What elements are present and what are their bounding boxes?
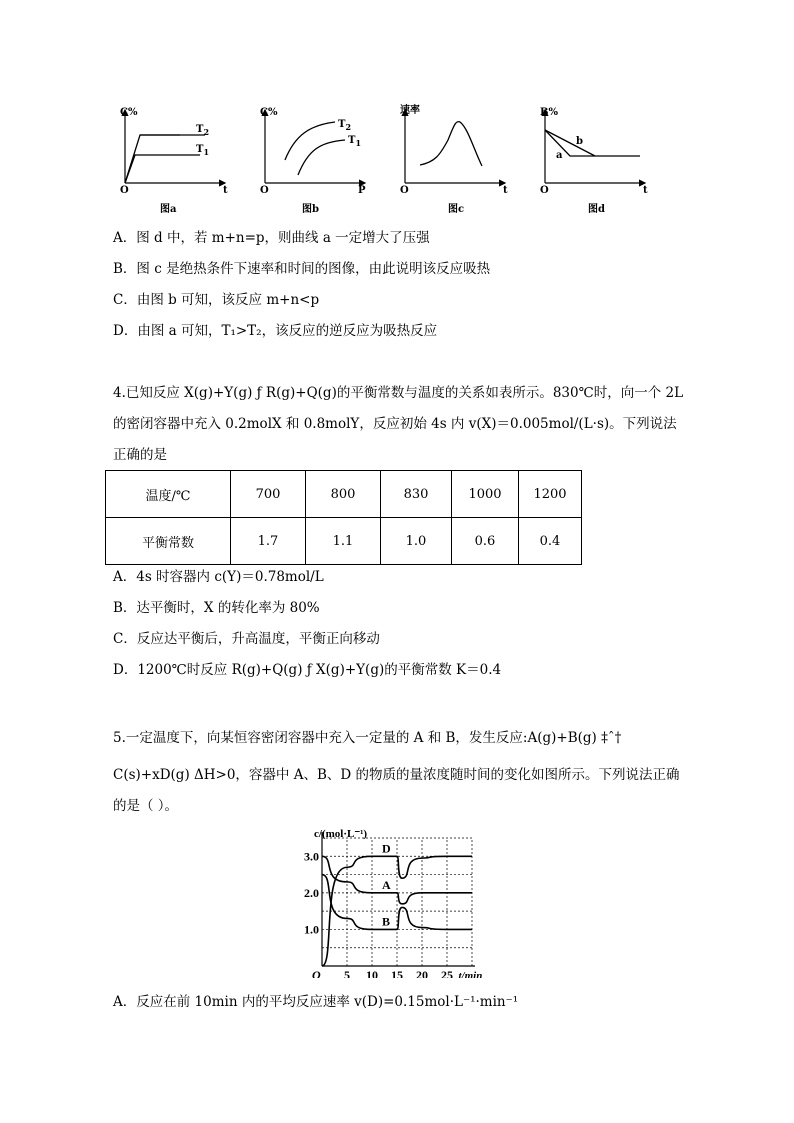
- q4-option-b: B．达平衡时，X 的转化率为 80%: [113, 600, 320, 616]
- svg-text:O: O: [540, 185, 549, 196]
- svg-text:T2: $T_2$: [338, 119, 352, 132]
- q4-option-c: C．反应达平衡后，升高温度，平衡正向移动: [113, 631, 380, 647]
- svg-text:O: O: [400, 185, 409, 196]
- caption-c: 图c: [448, 204, 465, 215]
- q4-stem-line3: 正确的是: [113, 447, 167, 463]
- table-row: [106, 518, 582, 565]
- svg-text:a: a: [556, 150, 563, 161]
- table-cell: 1.7: [231, 518, 306, 565]
- table-cell: 0.4: [519, 518, 582, 565]
- q3-option-b: B．图 c 是绝热条件下速率和时间的图像，由此说明该反应吸热: [113, 261, 491, 277]
- table-cell: 1.1: [306, 518, 381, 565]
- q3-option-d: D．由图 a 可知，T₁>T₂，该反应的逆反应为吸热反应: [113, 323, 438, 339]
- q4-option-d: D．1200℃时反应 R(g)+Q(g) ƒ X(g)+Y(g)的平衡常数 K＝0.4: [113, 662, 502, 678]
- q5-stem-line3: 的是（ ）。: [113, 798, 179, 814]
- concentration-chart: [300, 826, 500, 978]
- svg-text:T1: $T_1$: [196, 144, 210, 157]
- curve-t1: [298, 140, 345, 175]
- y-axis-label: c/(mol·L⁻¹): [314, 828, 368, 840]
- figure-d: [540, 107, 648, 196]
- svg-text:t: t: [643, 185, 648, 196]
- table-cell: 800: [306, 471, 381, 518]
- q5-option-a: A．反应在前 10min 内的平均反应速率 v(D)=0.15mol·L⁻¹·min⁻¹: [113, 994, 519, 1010]
- svg-text:T1: $T_1$: [348, 135, 362, 148]
- table-cell: 830: [381, 471, 452, 518]
- x-tick-label: 25: [441, 968, 453, 978]
- figure-a: [120, 107, 228, 196]
- series-d-label: D: [382, 841, 391, 856]
- q4-option-a: A．4s 时容器内 c(Y)＝0.78mol/L: [113, 569, 324, 585]
- x-tick-label: 5: [344, 968, 350, 978]
- table-cell: 1200: [519, 471, 582, 518]
- x-tick-label: 10: [366, 968, 378, 978]
- svg-text:b: b: [576, 136, 583, 147]
- q5-stem-line1: 5.一定温度下，向某恒容密闭容器中充入一定量的 A 和 B，发生反应:A(g)+B(g) ‡ˆ†: [113, 730, 622, 746]
- series-a-label: A: [382, 877, 391, 892]
- q3-option-a: A．图 d 中，若 m+n=p，则曲线 a 一定增大了压强: [113, 230, 430, 246]
- table-cell: 1.0: [381, 518, 452, 565]
- y-tick-label: 1.0: [304, 922, 319, 937]
- q5-stem-line2: C(s)+xD(g) ΔH>0，容器中 A、B、D 的物质的量浓度随时间的变化如图所示。下列说法正确: [113, 767, 680, 783]
- caption-d: 图d: [588, 204, 605, 215]
- svg-text:C%: C%: [260, 107, 278, 118]
- caption-a: 图a: [160, 204, 177, 215]
- x-tick-label: 15: [391, 968, 403, 978]
- fig-a-ylabel: C%: [120, 107, 138, 118]
- svg-text:T2: $T_2$: [196, 124, 210, 137]
- figure-c: [400, 103, 508, 196]
- table-row: [106, 471, 582, 518]
- y-tick-label: 2.0: [304, 885, 319, 900]
- table-cell: 温度/℃: [106, 471, 231, 518]
- svg-text:B%: B%: [540, 107, 558, 118]
- q4-stem-line1: 4.已知反应 X(g)+Y(g) ƒ R(g)+Q(g)的平衡常数与温度的关系如表所示。830℃时，向一个 2L: [113, 385, 684, 401]
- series-b-label: B: [382, 914, 391, 929]
- curve-t1: [125, 155, 200, 183]
- svg-text:t: t: [503, 185, 508, 196]
- table-cell: 700: [231, 471, 306, 518]
- table-cell: 1000: [452, 471, 519, 518]
- equilibrium-table: [105, 470, 582, 565]
- curve-b: [545, 130, 595, 156]
- q3-option-c: C．由图 b 可知，该反应 m+n<p: [113, 292, 320, 308]
- figure-b: [260, 107, 366, 196]
- q4-stem-line2: 的密闭容器中充入 0.2molX 和 0.8molY，反应初始 4s 内 v(X)＝0.005mol/(L·s)。下列说法: [113, 416, 677, 432]
- svg-text:O: O: [260, 185, 269, 196]
- x-tick-label: 20: [416, 968, 428, 978]
- svg-text:t: t: [223, 185, 228, 196]
- svg-text:速率: 速率: [400, 105, 420, 116]
- table-cell: 0.6: [452, 518, 519, 565]
- svg-text:P: P: [358, 185, 366, 196]
- svg-text:O: O: [120, 185, 129, 196]
- rate-curve: [420, 122, 482, 166]
- caption-b: 图b: [302, 204, 319, 215]
- figures-row: [110, 100, 670, 220]
- x-axis-label: t/min: [458, 970, 483, 978]
- y-tick-label: 3.0: [304, 849, 319, 864]
- table-cell: 平衡常数: [106, 518, 231, 565]
- origin-label: O: [312, 968, 321, 978]
